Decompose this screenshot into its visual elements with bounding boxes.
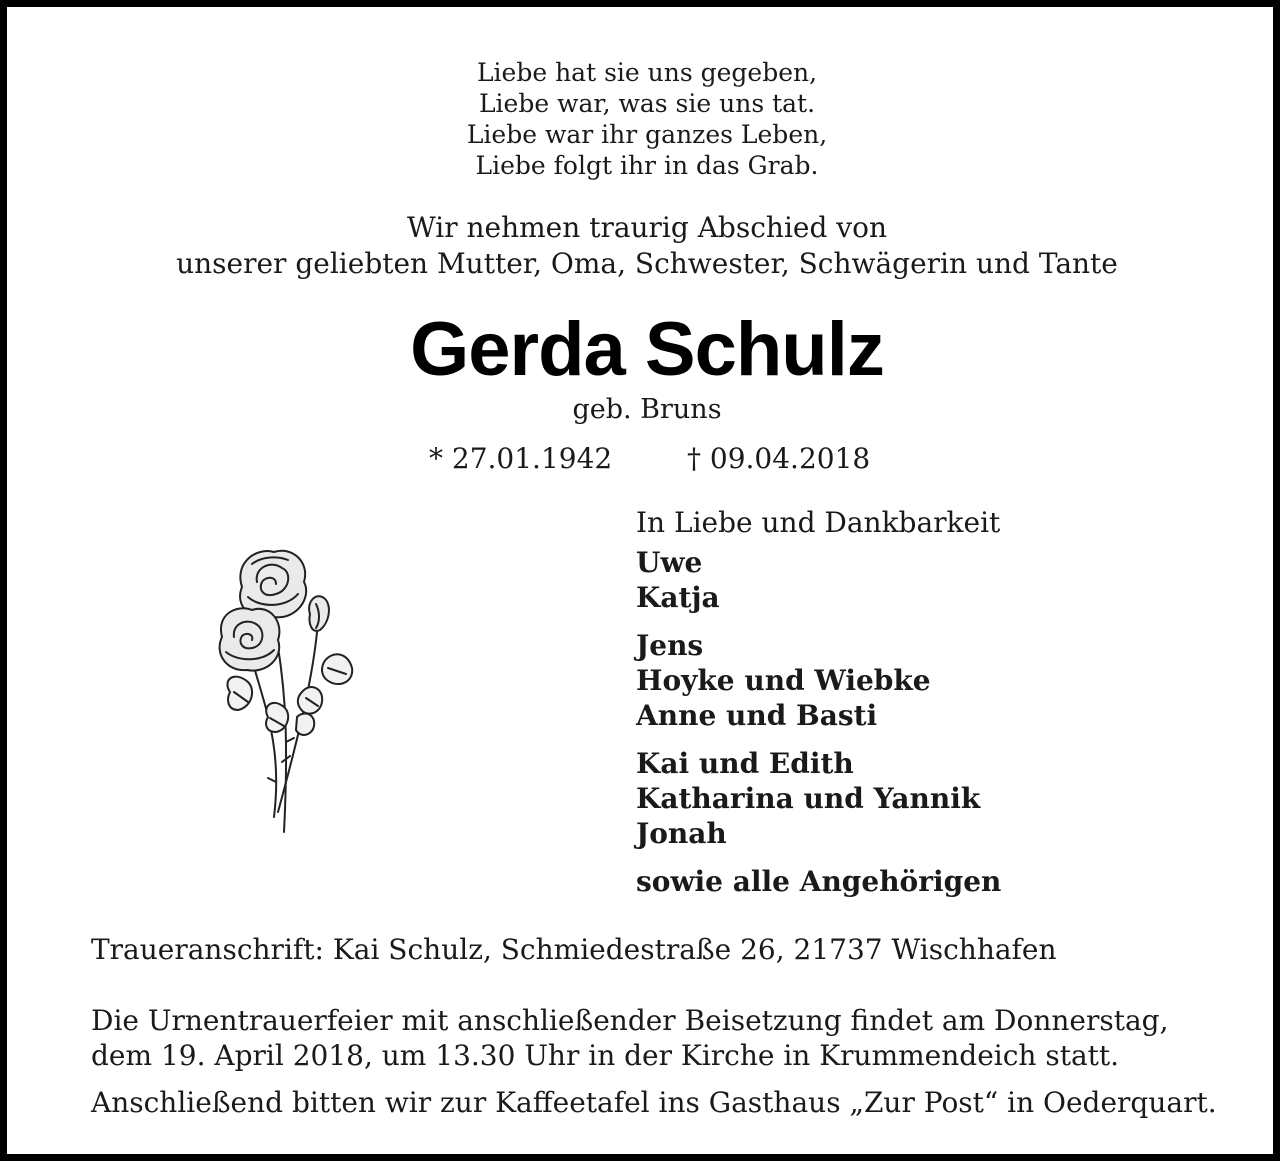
ceremony-line: dem 19. April 2018, um 13.30 Uhr in der Kirche in Krummendeich statt. (91, 1039, 1120, 1072)
poem-line: Liebe folgt ihr in das Grab. (475, 151, 819, 180)
maiden-name: geb. Bruns (572, 394, 722, 425)
ceremony-notice (91, 1003, 1221, 1073)
ceremony-line: Die Urnentrauerfeier mit anschließender Beisetzung findet am Donnerstag, (91, 1004, 1169, 1037)
mourner-group (636, 628, 1001, 733)
poem (7, 57, 1280, 181)
mourner-name: Katja (636, 581, 720, 614)
mourner-group (636, 545, 1001, 615)
intro-line: unserer geliebten Mutter, Oma, Schwester, Schwägerin und Tante (176, 247, 1118, 280)
mourners-lead: In Liebe und Dankbarkeit (636, 506, 1001, 539)
mourner-name: Katharina und Yannik (636, 782, 981, 815)
death-date: † 09.04.2018 (687, 442, 871, 475)
mourner-name: Hoyke und Wiebke (636, 664, 931, 697)
mourner-name: Kai und Edith (636, 747, 854, 780)
mourners-closing: sowie alle Angehörigen (636, 865, 1002, 898)
poem-line: Liebe hat sie uns gegeben, (476, 58, 818, 87)
mourners-block (636, 505, 1001, 899)
mourner-group (636, 746, 1001, 851)
poem-line: Liebe war, was sie uns tat. (478, 89, 816, 118)
mourner-name: Jens (636, 629, 704, 662)
mourner-name: Jonah (636, 817, 727, 850)
coffee-notice: Anschließend bitten wir zur Kaffeetafel ins Gasthaus „Zur Post“ in Oederquart. (91, 1086, 1217, 1119)
mourner-name: Uwe (636, 546, 703, 579)
mourning-address: Traueranschrift: Kai Schulz, Schmiedestraße 26, 21737 Wischhafen (91, 933, 1057, 966)
poem-line: Liebe war ihr ganzes Leben, (466, 120, 828, 149)
deceased-name: Gerda Schulz (410, 307, 884, 392)
intro-line: Wir nehmen traurig Abschied von (406, 211, 888, 244)
farewell-intro (7, 210, 1280, 282)
rose-icon (212, 542, 362, 842)
birth-date: * 27.01.1942 (429, 442, 613, 475)
mourner-name: Anne und Basti (636, 699, 878, 732)
